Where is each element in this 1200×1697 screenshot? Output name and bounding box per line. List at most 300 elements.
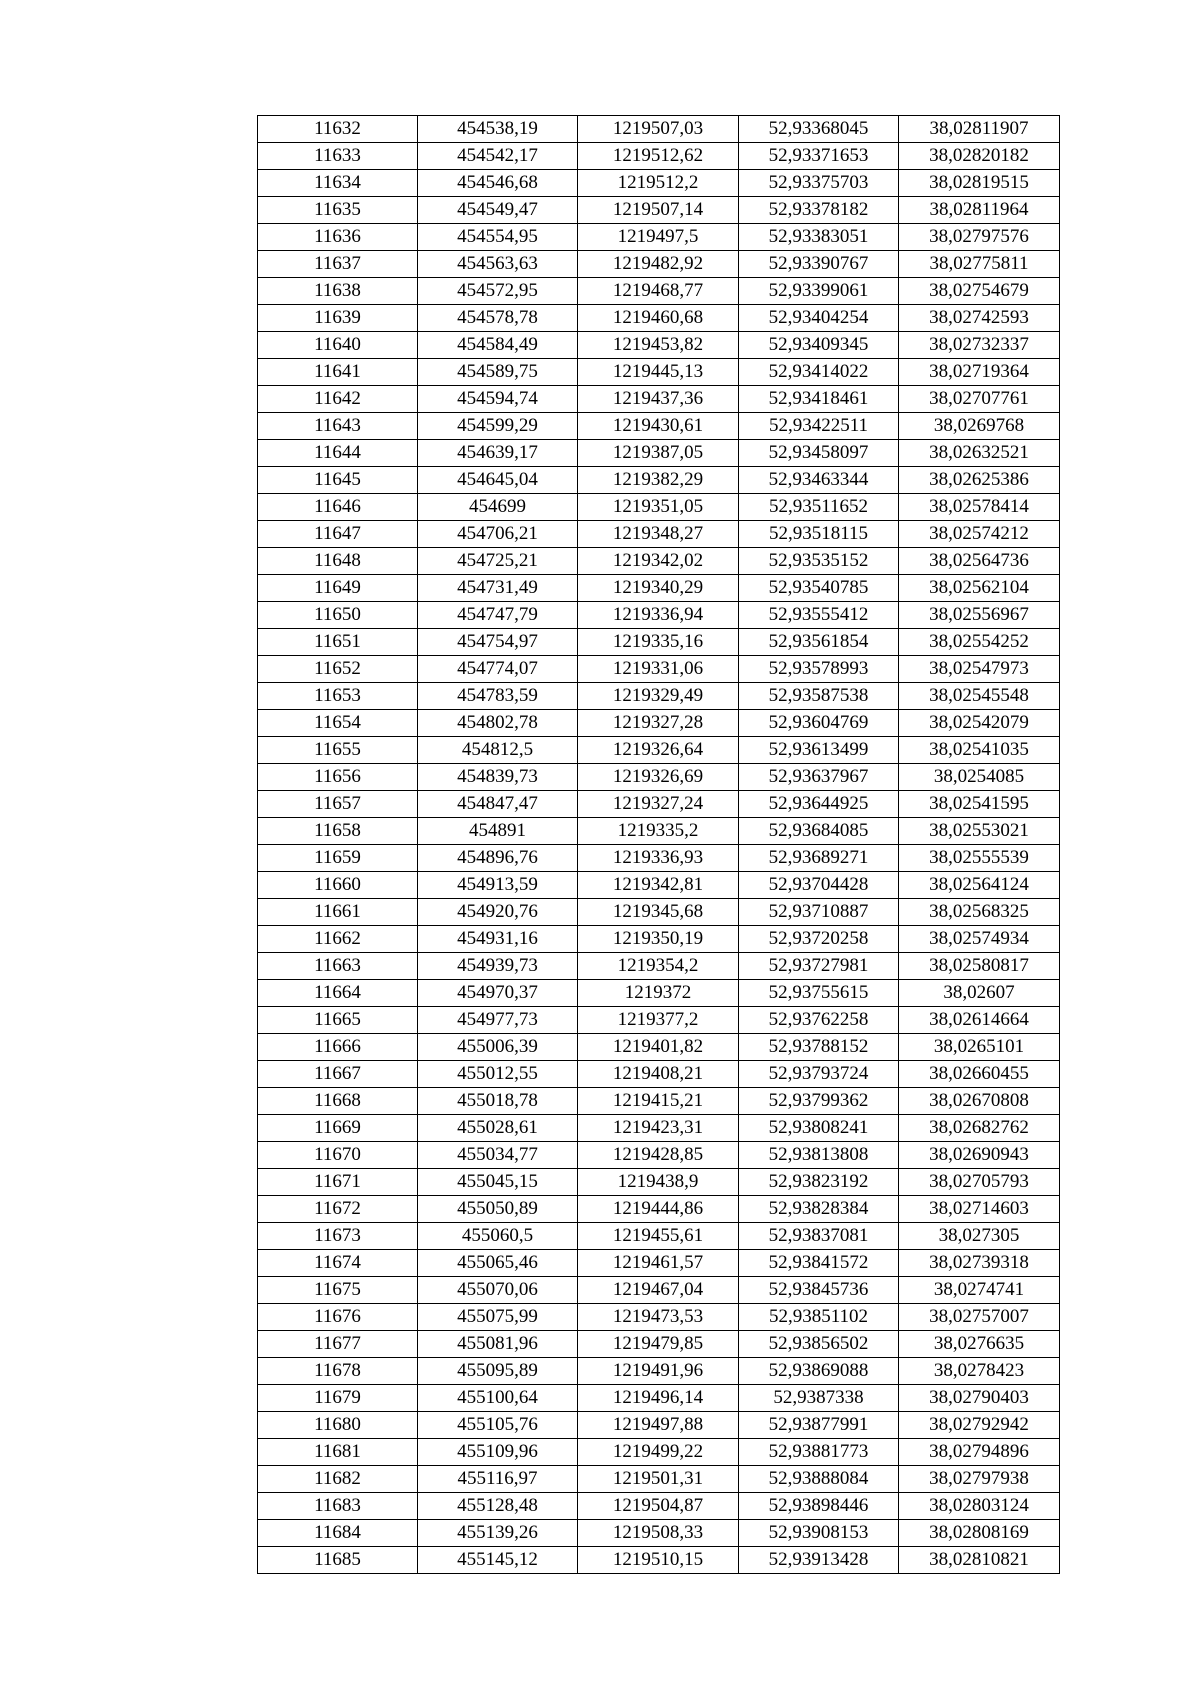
point-number-cell: 11648 — [258, 548, 418, 575]
y-coordinate-cell: 1219408,21 — [578, 1061, 739, 1088]
x-coordinate-cell: 455018,78 — [418, 1088, 578, 1115]
x-coordinate-cell: 455095,89 — [418, 1358, 578, 1385]
point-number-cell: 11635 — [258, 197, 418, 224]
x-coordinate-cell: 454563,63 — [418, 251, 578, 278]
latitude-cell: 52,93710887 — [739, 899, 899, 926]
point-number-cell: 11668 — [258, 1088, 418, 1115]
table-row — [258, 1385, 1060, 1412]
latitude-cell: 52,93888084 — [739, 1466, 899, 1493]
latitude-cell: 52,93845736 — [739, 1277, 899, 1304]
longitude-cell: 38,0278423 — [899, 1358, 1060, 1385]
point-number-cell: 11633 — [258, 143, 418, 170]
table-row — [258, 224, 1060, 251]
latitude-cell: 52,93808241 — [739, 1115, 899, 1142]
point-number-cell: 11660 — [258, 872, 418, 899]
latitude-cell: 52,93418461 — [739, 386, 899, 413]
table-row — [258, 1223, 1060, 1250]
longitude-cell: 38,02732337 — [899, 332, 1060, 359]
table-row — [258, 1277, 1060, 1304]
table-row — [258, 1520, 1060, 1547]
x-coordinate-cell: 454599,29 — [418, 413, 578, 440]
longitude-cell: 38,0274741 — [899, 1277, 1060, 1304]
y-coordinate-cell: 1219326,64 — [578, 737, 739, 764]
x-coordinate-cell: 454542,17 — [418, 143, 578, 170]
table-row — [258, 1034, 1060, 1061]
y-coordinate-cell: 1219507,14 — [578, 197, 739, 224]
longitude-cell: 38,02547973 — [899, 656, 1060, 683]
longitude-cell: 38,02574934 — [899, 926, 1060, 953]
longitude-cell: 38,02682762 — [899, 1115, 1060, 1142]
latitude-cell: 52,93799362 — [739, 1088, 899, 1115]
longitude-cell: 38,02690943 — [899, 1142, 1060, 1169]
y-coordinate-cell: 1219438,9 — [578, 1169, 739, 1196]
longitude-cell: 38,02810821 — [899, 1547, 1060, 1574]
table-row — [258, 737, 1060, 764]
table-row — [258, 683, 1060, 710]
latitude-cell: 52,93727981 — [739, 953, 899, 980]
point-number-cell: 11675 — [258, 1277, 418, 1304]
x-coordinate-cell: 454839,73 — [418, 764, 578, 791]
latitude-cell: 52,93644925 — [739, 791, 899, 818]
latitude-cell: 52,93390767 — [739, 251, 899, 278]
y-coordinate-cell: 1219496,14 — [578, 1385, 739, 1412]
x-coordinate-cell: 454802,78 — [418, 710, 578, 737]
point-number-cell: 11680 — [258, 1412, 418, 1439]
coordinates-table — [257, 115, 1060, 1574]
table-row — [258, 1547, 1060, 1574]
table-row — [258, 1304, 1060, 1331]
y-coordinate-cell: 1219348,27 — [578, 521, 739, 548]
y-coordinate-cell: 1219342,81 — [578, 872, 739, 899]
latitude-cell: 52,93613499 — [739, 737, 899, 764]
latitude-cell: 52,93913428 — [739, 1547, 899, 1574]
longitude-cell: 38,02811907 — [899, 116, 1060, 143]
table-row — [258, 656, 1060, 683]
latitude-cell: 52,93555412 — [739, 602, 899, 629]
x-coordinate-cell: 455075,99 — [418, 1304, 578, 1331]
longitude-cell: 38,02574212 — [899, 521, 1060, 548]
longitude-cell: 38,02742593 — [899, 305, 1060, 332]
table-row — [258, 494, 1060, 521]
latitude-cell: 52,93762258 — [739, 1007, 899, 1034]
point-number-cell: 11678 — [258, 1358, 418, 1385]
longitude-cell: 38,02739318 — [899, 1250, 1060, 1277]
x-coordinate-cell: 454572,95 — [418, 278, 578, 305]
point-number-cell: 11646 — [258, 494, 418, 521]
y-coordinate-cell: 1219415,21 — [578, 1088, 739, 1115]
latitude-cell: 52,93458097 — [739, 440, 899, 467]
y-coordinate-cell: 1219512,62 — [578, 143, 739, 170]
y-coordinate-cell: 1219453,82 — [578, 332, 739, 359]
latitude-cell: 52,93755615 — [739, 980, 899, 1007]
point-number-cell: 11673 — [258, 1223, 418, 1250]
x-coordinate-cell: 454706,21 — [418, 521, 578, 548]
y-coordinate-cell: 1219331,06 — [578, 656, 739, 683]
table-row — [258, 251, 1060, 278]
latitude-cell: 52,93414022 — [739, 359, 899, 386]
point-number-cell: 11681 — [258, 1439, 418, 1466]
longitude-cell: 38,02794896 — [899, 1439, 1060, 1466]
latitude-cell: 52,93877991 — [739, 1412, 899, 1439]
longitude-cell: 38,02775811 — [899, 251, 1060, 278]
latitude-cell: 52,93813808 — [739, 1142, 899, 1169]
latitude-cell: 52,93518115 — [739, 521, 899, 548]
longitude-cell: 38,02541595 — [899, 791, 1060, 818]
longitude-cell: 38,02808169 — [899, 1520, 1060, 1547]
y-coordinate-cell: 1219455,61 — [578, 1223, 739, 1250]
y-coordinate-cell: 1219460,68 — [578, 305, 739, 332]
point-number-cell: 11643 — [258, 413, 418, 440]
latitude-cell: 52,93422511 — [739, 413, 899, 440]
longitude-cell: 38,0276635 — [899, 1331, 1060, 1358]
longitude-cell: 38,02614664 — [899, 1007, 1060, 1034]
point-number-cell: 11641 — [258, 359, 418, 386]
x-coordinate-cell: 455050,89 — [418, 1196, 578, 1223]
table-row — [258, 575, 1060, 602]
table-row — [258, 1331, 1060, 1358]
y-coordinate-cell: 1219351,05 — [578, 494, 739, 521]
latitude-cell: 52,93604769 — [739, 710, 899, 737]
x-coordinate-cell: 454538,19 — [418, 116, 578, 143]
latitude-cell: 52,93637967 — [739, 764, 899, 791]
point-number-cell: 11671 — [258, 1169, 418, 1196]
latitude-cell: 52,93898446 — [739, 1493, 899, 1520]
longitude-cell: 38,02554252 — [899, 629, 1060, 656]
latitude-cell: 52,93399061 — [739, 278, 899, 305]
x-coordinate-cell: 455109,96 — [418, 1439, 578, 1466]
y-coordinate-cell: 1219508,33 — [578, 1520, 739, 1547]
x-coordinate-cell: 454754,97 — [418, 629, 578, 656]
table-row — [258, 1439, 1060, 1466]
point-number-cell: 11670 — [258, 1142, 418, 1169]
longitude-cell: 38,02790403 — [899, 1385, 1060, 1412]
x-coordinate-cell: 454645,04 — [418, 467, 578, 494]
point-number-cell: 11658 — [258, 818, 418, 845]
longitude-cell: 38,02578414 — [899, 494, 1060, 521]
point-number-cell: 11634 — [258, 170, 418, 197]
point-number-cell: 11640 — [258, 332, 418, 359]
x-coordinate-cell: 455045,15 — [418, 1169, 578, 1196]
longitude-cell: 38,02542079 — [899, 710, 1060, 737]
longitude-cell: 38,02553021 — [899, 818, 1060, 845]
y-coordinate-cell: 1219340,29 — [578, 575, 739, 602]
x-coordinate-cell: 454546,68 — [418, 170, 578, 197]
table-row — [258, 764, 1060, 791]
y-coordinate-cell: 1219430,61 — [578, 413, 739, 440]
y-coordinate-cell: 1219473,53 — [578, 1304, 739, 1331]
y-coordinate-cell: 1219377,2 — [578, 1007, 739, 1034]
table-row — [258, 1412, 1060, 1439]
latitude-cell: 52,93704428 — [739, 872, 899, 899]
longitude-cell: 38,0254085 — [899, 764, 1060, 791]
longitude-cell: 38,02819515 — [899, 170, 1060, 197]
x-coordinate-cell: 454920,76 — [418, 899, 578, 926]
table-row — [258, 1088, 1060, 1115]
table-row — [258, 1466, 1060, 1493]
point-number-cell: 11683 — [258, 1493, 418, 1520]
x-coordinate-cell: 455128,48 — [418, 1493, 578, 1520]
longitude-cell: 38,02545548 — [899, 683, 1060, 710]
x-coordinate-cell: 454639,17 — [418, 440, 578, 467]
table-row — [258, 1250, 1060, 1277]
y-coordinate-cell: 1219329,49 — [578, 683, 739, 710]
latitude-cell: 52,93578993 — [739, 656, 899, 683]
point-number-cell: 11652 — [258, 656, 418, 683]
table-row — [258, 170, 1060, 197]
y-coordinate-cell: 1219501,31 — [578, 1466, 739, 1493]
y-coordinate-cell: 1219350,19 — [578, 926, 739, 953]
latitude-cell: 52,93851102 — [739, 1304, 899, 1331]
y-coordinate-cell: 1219326,69 — [578, 764, 739, 791]
table-row — [258, 278, 1060, 305]
y-coordinate-cell: 1219423,31 — [578, 1115, 739, 1142]
y-coordinate-cell: 1219345,68 — [578, 899, 739, 926]
latitude-cell: 52,93383051 — [739, 224, 899, 251]
x-coordinate-cell: 454939,73 — [418, 953, 578, 980]
point-number-cell: 11679 — [258, 1385, 418, 1412]
y-coordinate-cell: 1219401,82 — [578, 1034, 739, 1061]
point-number-cell: 11663 — [258, 953, 418, 980]
longitude-cell: 38,02803124 — [899, 1493, 1060, 1520]
y-coordinate-cell: 1219497,88 — [578, 1412, 739, 1439]
longitude-cell: 38,02660455 — [899, 1061, 1060, 1088]
table-row — [258, 386, 1060, 413]
x-coordinate-cell: 455060,5 — [418, 1223, 578, 1250]
x-coordinate-cell: 454977,73 — [418, 1007, 578, 1034]
longitude-cell: 38,02562104 — [899, 575, 1060, 602]
table-row — [258, 1169, 1060, 1196]
longitude-cell: 38,02568325 — [899, 899, 1060, 926]
x-coordinate-cell: 455028,61 — [418, 1115, 578, 1142]
y-coordinate-cell: 1219382,29 — [578, 467, 739, 494]
latitude-cell: 52,93684085 — [739, 818, 899, 845]
point-number-cell: 11644 — [258, 440, 418, 467]
y-coordinate-cell: 1219504,87 — [578, 1493, 739, 1520]
point-number-cell: 11642 — [258, 386, 418, 413]
point-number-cell: 11665 — [258, 1007, 418, 1034]
longitude-cell: 38,02607 — [899, 980, 1060, 1007]
y-coordinate-cell: 1219335,16 — [578, 629, 739, 656]
table-row — [258, 116, 1060, 143]
latitude-cell: 52,93869088 — [739, 1358, 899, 1385]
latitude-cell: 52,9387338 — [739, 1385, 899, 1412]
latitude-cell: 52,93371653 — [739, 143, 899, 170]
table-row — [258, 305, 1060, 332]
point-number-cell: 11685 — [258, 1547, 418, 1574]
x-coordinate-cell: 454589,75 — [418, 359, 578, 386]
point-number-cell: 11632 — [258, 116, 418, 143]
point-number-cell: 11656 — [258, 764, 418, 791]
table-row — [258, 1358, 1060, 1385]
table-row — [258, 1493, 1060, 1520]
x-coordinate-cell: 454891 — [418, 818, 578, 845]
latitude-cell: 52,93375703 — [739, 170, 899, 197]
longitude-cell: 38,02555539 — [899, 845, 1060, 872]
point-number-cell: 11664 — [258, 980, 418, 1007]
y-coordinate-cell: 1219437,36 — [578, 386, 739, 413]
table-row — [258, 1007, 1060, 1034]
x-coordinate-cell: 454774,07 — [418, 656, 578, 683]
latitude-cell: 52,93587538 — [739, 683, 899, 710]
table-row — [258, 791, 1060, 818]
y-coordinate-cell: 1219327,28 — [578, 710, 739, 737]
latitude-cell: 52,93368045 — [739, 116, 899, 143]
y-coordinate-cell: 1219336,94 — [578, 602, 739, 629]
table-row — [258, 413, 1060, 440]
table-row — [258, 818, 1060, 845]
point-number-cell: 11676 — [258, 1304, 418, 1331]
y-coordinate-cell: 1219491,96 — [578, 1358, 739, 1385]
table-row — [258, 1142, 1060, 1169]
point-number-cell: 11677 — [258, 1331, 418, 1358]
coordinates-table-body — [258, 116, 1060, 1574]
longitude-cell: 38,02670808 — [899, 1088, 1060, 1115]
longitude-cell: 38,02820182 — [899, 143, 1060, 170]
longitude-cell: 38,02754679 — [899, 278, 1060, 305]
table-row — [258, 1196, 1060, 1223]
point-number-cell: 11684 — [258, 1520, 418, 1547]
latitude-cell: 52,93881773 — [739, 1439, 899, 1466]
latitude-cell: 52,93535152 — [739, 548, 899, 575]
point-number-cell: 11659 — [258, 845, 418, 872]
point-number-cell: 11645 — [258, 467, 418, 494]
y-coordinate-cell: 1219445,13 — [578, 359, 739, 386]
point-number-cell: 11669 — [258, 1115, 418, 1142]
x-coordinate-cell: 454747,79 — [418, 602, 578, 629]
y-coordinate-cell: 1219444,86 — [578, 1196, 739, 1223]
longitude-cell: 38,02797576 — [899, 224, 1060, 251]
latitude-cell: 52,93463344 — [739, 467, 899, 494]
point-number-cell: 11666 — [258, 1034, 418, 1061]
latitude-cell: 52,93540785 — [739, 575, 899, 602]
table-row — [258, 980, 1060, 1007]
table-row — [258, 1061, 1060, 1088]
point-number-cell: 11636 — [258, 224, 418, 251]
y-coordinate-cell: 1219335,2 — [578, 818, 739, 845]
x-coordinate-cell: 454725,21 — [418, 548, 578, 575]
latitude-cell: 52,93856502 — [739, 1331, 899, 1358]
x-coordinate-cell: 454549,47 — [418, 197, 578, 224]
point-number-cell: 11682 — [258, 1466, 418, 1493]
point-number-cell: 11651 — [258, 629, 418, 656]
x-coordinate-cell: 455116,97 — [418, 1466, 578, 1493]
latitude-cell: 52,93720258 — [739, 926, 899, 953]
longitude-cell: 38,02707761 — [899, 386, 1060, 413]
y-coordinate-cell: 1219336,93 — [578, 845, 739, 872]
y-coordinate-cell: 1219479,85 — [578, 1331, 739, 1358]
longitude-cell: 38,02811964 — [899, 197, 1060, 224]
point-number-cell: 11657 — [258, 791, 418, 818]
table-row — [258, 872, 1060, 899]
x-coordinate-cell: 455034,77 — [418, 1142, 578, 1169]
latitude-cell: 52,93404254 — [739, 305, 899, 332]
longitude-cell: 38,02757007 — [899, 1304, 1060, 1331]
point-number-cell: 11637 — [258, 251, 418, 278]
latitude-cell: 52,93689271 — [739, 845, 899, 872]
table-row — [258, 926, 1060, 953]
table-row — [258, 332, 1060, 359]
longitude-cell: 38,02797938 — [899, 1466, 1060, 1493]
x-coordinate-cell: 454812,5 — [418, 737, 578, 764]
table-row — [258, 1115, 1060, 1142]
y-coordinate-cell: 1219327,24 — [578, 791, 739, 818]
x-coordinate-cell: 454699 — [418, 494, 578, 521]
y-coordinate-cell: 1219497,5 — [578, 224, 739, 251]
x-coordinate-cell: 454970,37 — [418, 980, 578, 1007]
point-number-cell: 11650 — [258, 602, 418, 629]
point-number-cell: 11667 — [258, 1061, 418, 1088]
x-coordinate-cell: 454584,49 — [418, 332, 578, 359]
longitude-cell: 38,02564124 — [899, 872, 1060, 899]
x-coordinate-cell: 455139,26 — [418, 1520, 578, 1547]
latitude-cell: 52,93378182 — [739, 197, 899, 224]
y-coordinate-cell: 1219482,92 — [578, 251, 739, 278]
x-coordinate-cell: 455065,46 — [418, 1250, 578, 1277]
latitude-cell: 52,93841572 — [739, 1250, 899, 1277]
longitude-cell: 38,02541035 — [899, 737, 1060, 764]
point-number-cell: 11639 — [258, 305, 418, 332]
x-coordinate-cell: 454578,78 — [418, 305, 578, 332]
table-row — [258, 440, 1060, 467]
x-coordinate-cell: 454913,59 — [418, 872, 578, 899]
x-coordinate-cell: 454896,76 — [418, 845, 578, 872]
point-number-cell: 11672 — [258, 1196, 418, 1223]
x-coordinate-cell: 455070,06 — [418, 1277, 578, 1304]
latitude-cell: 52,93823192 — [739, 1169, 899, 1196]
latitude-cell: 52,93793724 — [739, 1061, 899, 1088]
y-coordinate-cell: 1219387,05 — [578, 440, 739, 467]
y-coordinate-cell: 1219428,85 — [578, 1142, 739, 1169]
y-coordinate-cell: 1219342,02 — [578, 548, 739, 575]
table-row — [258, 899, 1060, 926]
y-coordinate-cell: 1219512,2 — [578, 170, 739, 197]
x-coordinate-cell: 455145,12 — [418, 1547, 578, 1574]
longitude-cell: 38,02719364 — [899, 359, 1060, 386]
x-coordinate-cell: 454931,16 — [418, 926, 578, 953]
longitude-cell: 38,02580817 — [899, 953, 1060, 980]
point-number-cell: 11661 — [258, 899, 418, 926]
table-row — [258, 953, 1060, 980]
point-number-cell: 11655 — [258, 737, 418, 764]
y-coordinate-cell: 1219507,03 — [578, 116, 739, 143]
point-number-cell: 11662 — [258, 926, 418, 953]
table-row — [258, 602, 1060, 629]
longitude-cell: 38,0265101 — [899, 1034, 1060, 1061]
latitude-cell: 52,93409345 — [739, 332, 899, 359]
table-row — [258, 467, 1060, 494]
x-coordinate-cell: 455012,55 — [418, 1061, 578, 1088]
point-number-cell: 11674 — [258, 1250, 418, 1277]
table-row — [258, 521, 1060, 548]
latitude-cell: 52,93511652 — [739, 494, 899, 521]
x-coordinate-cell: 454731,49 — [418, 575, 578, 602]
latitude-cell: 52,93561854 — [739, 629, 899, 656]
point-number-cell: 11649 — [258, 575, 418, 602]
longitude-cell: 38,02564736 — [899, 548, 1060, 575]
longitude-cell: 38,02714603 — [899, 1196, 1060, 1223]
y-coordinate-cell: 1219354,2 — [578, 953, 739, 980]
x-coordinate-cell: 455006,39 — [418, 1034, 578, 1061]
y-coordinate-cell: 1219461,57 — [578, 1250, 739, 1277]
longitude-cell: 38,0269768 — [899, 413, 1060, 440]
latitude-cell: 52,93828384 — [739, 1196, 899, 1223]
latitude-cell: 52,93908153 — [739, 1520, 899, 1547]
table-row — [258, 197, 1060, 224]
x-coordinate-cell: 455105,76 — [418, 1412, 578, 1439]
longitude-cell: 38,02556967 — [899, 602, 1060, 629]
x-coordinate-cell: 454783,59 — [418, 683, 578, 710]
table-row — [258, 143, 1060, 170]
